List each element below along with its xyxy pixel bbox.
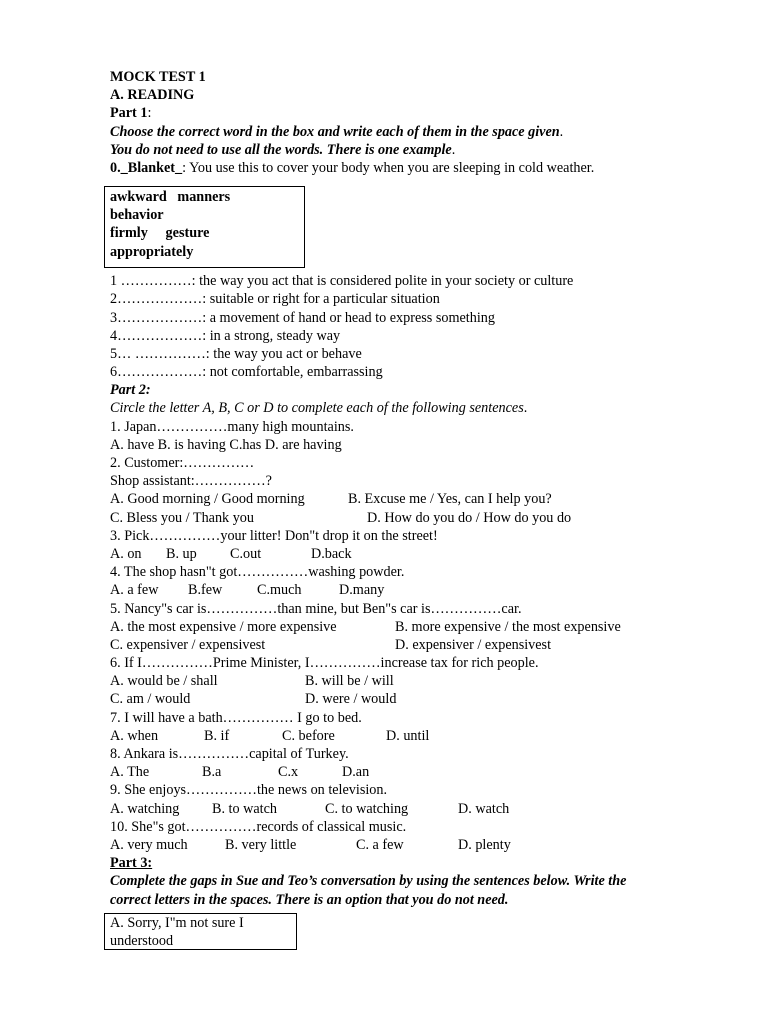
part1-item: 2………………: suitable or right for a particular situation [110, 291, 440, 308]
word-box-line: behavior [110, 207, 164, 224]
option-b: B. more expensive / the most expensive [395, 618, 621, 635]
part1-item: 6………………: not comfortable, embarrassing [110, 364, 383, 381]
question-4: 4. The shop hasn"t got……………washing powder. [110, 564, 405, 581]
part1-item: 1 ……………: the way you act that is considered polite in your society or culture [110, 273, 574, 290]
part3-instruction-1: Complete the gaps in Sue and Teo’s conversation by using the sentences below. Write the [110, 873, 627, 890]
part2-heading: Part 2: [110, 382, 151, 399]
option-d: D. until [386, 727, 430, 744]
part1-item: 3………………: a movement of hand or head to express something [110, 309, 495, 326]
option-a: A. The [110, 764, 150, 781]
option-c: C.out [230, 545, 262, 562]
option-c: C. Bless you / Thank you [110, 509, 254, 526]
question-2-options-ab [110, 490, 710, 508]
option-a: A. watching [110, 800, 180, 817]
option-d: D. watch [458, 800, 510, 817]
question-7-options [110, 727, 710, 745]
question-1: 1. Japan……………many high mountains. [110, 418, 354, 435]
question-6-options-cd [110, 690, 710, 708]
option-c: C. to watching [325, 800, 409, 817]
option-c: C. a few [356, 836, 404, 853]
option-d: D. were / would [305, 691, 397, 708]
question-2-line-2: Shop assistant:……………? [110, 473, 272, 490]
option-a: A. the most expensive / more expensive [110, 618, 337, 635]
question-2-options-cd [110, 509, 710, 527]
part1-example: 0._Blanket_: You use this to cover your body when you are sleeping in cold weather. [110, 159, 595, 176]
part2-instruction: Circle the letter A, B, C or D to complete each of the following sentences. [110, 400, 528, 417]
question-10: 10. She"s got……………records of classical music. [110, 818, 407, 835]
option-box [104, 913, 297, 950]
question-9: 9. She enjoys……………the news on television. [110, 782, 388, 799]
question-4-options [110, 581, 710, 599]
option-c: C. before [282, 727, 335, 744]
option-a: A. would be / shall [110, 673, 218, 690]
part3-instruction-2: correct letters in the spaces. There is an option that you do not need. [110, 891, 509, 908]
option-a: A. very much [110, 836, 188, 853]
option-b: B.few [188, 582, 223, 599]
option-b: B. Excuse me / Yes, can I help you? [348, 491, 552, 508]
question-2: 2. Customer:…………… [110, 455, 255, 471]
option-c: C.much [257, 582, 302, 599]
question-5-options-cd [110, 636, 710, 654]
option-box-line: A. Sorry, I"m not sure I [110, 915, 244, 931]
question-1-options: A. have B. is having C.has D. are having [110, 436, 342, 453]
question-9-options [110, 800, 710, 818]
option-b: B.a [202, 764, 222, 781]
word-box-line: appropriately [110, 243, 194, 260]
option-a: A. Good morning / Good morning [110, 491, 305, 508]
option-b: B. if [204, 727, 230, 744]
option-c: C.x [278, 764, 299, 781]
option-box-line: understood [110, 932, 174, 949]
option-d: D.an [342, 764, 370, 781]
option-b: B. to watch [212, 800, 278, 817]
question-8: 8. Ankara is……………capital of Turkey. [110, 746, 349, 762]
option-b: B. will be / will [305, 673, 394, 690]
question-7: 7. I will have a bath…………… I go to bed. [110, 709, 362, 726]
question-3: 3. Pick……………your litter! Don"t drop it on the street! [110, 527, 438, 544]
question-6: 6. If I……………Prime Minister, I……………increase tax for rich people. [110, 655, 539, 672]
option-d: D. expensiver / expensivest [395, 636, 552, 653]
option-c: C. expensiver / expensivest [110, 636, 266, 653]
question-10-options [110, 836, 710, 854]
question-8-options [110, 763, 710, 781]
option-d: D.back [311, 545, 352, 562]
part1-instruction-1: Choose the correct word in the box and write each of them in the space given. [110, 123, 564, 140]
part1-item: 5… ……………: the way you act or behave [110, 345, 362, 362]
part3-heading: Part 3: [110, 855, 153, 872]
part1-heading: Part 1: [110, 105, 152, 122]
part1-instruction-2: You do not need to use all the words. There is one example. [110, 141, 456, 158]
option-a: A. when [110, 727, 159, 744]
section-heading: A. READING [110, 87, 195, 104]
question-5: 5. Nancy"s car is……………than mine, but Ben"s car is……………car. [110, 600, 522, 617]
word-box-line: awkward manners [110, 189, 231, 205]
part1-item: 4………………: in a strong, steady way [110, 327, 341, 344]
option-a: A. on [110, 545, 142, 562]
option-c: C. am / would [110, 691, 191, 708]
question-5-options-ab [110, 618, 710, 636]
option-b: B. up [166, 545, 197, 562]
test-title: MOCK TEST 1 [110, 69, 206, 85]
option-d: D.many [339, 582, 385, 599]
question-3-options [110, 545, 710, 563]
option-b: B. very little [225, 836, 297, 853]
option-d: D. How do you do / How do you do [367, 509, 572, 526]
word-box-line: firmly gesture [110, 225, 210, 242]
option-a: A. a few [110, 582, 159, 599]
option-d: D. plenty [458, 836, 511, 853]
question-6-options-ab [110, 672, 710, 690]
word-box [104, 186, 305, 268]
